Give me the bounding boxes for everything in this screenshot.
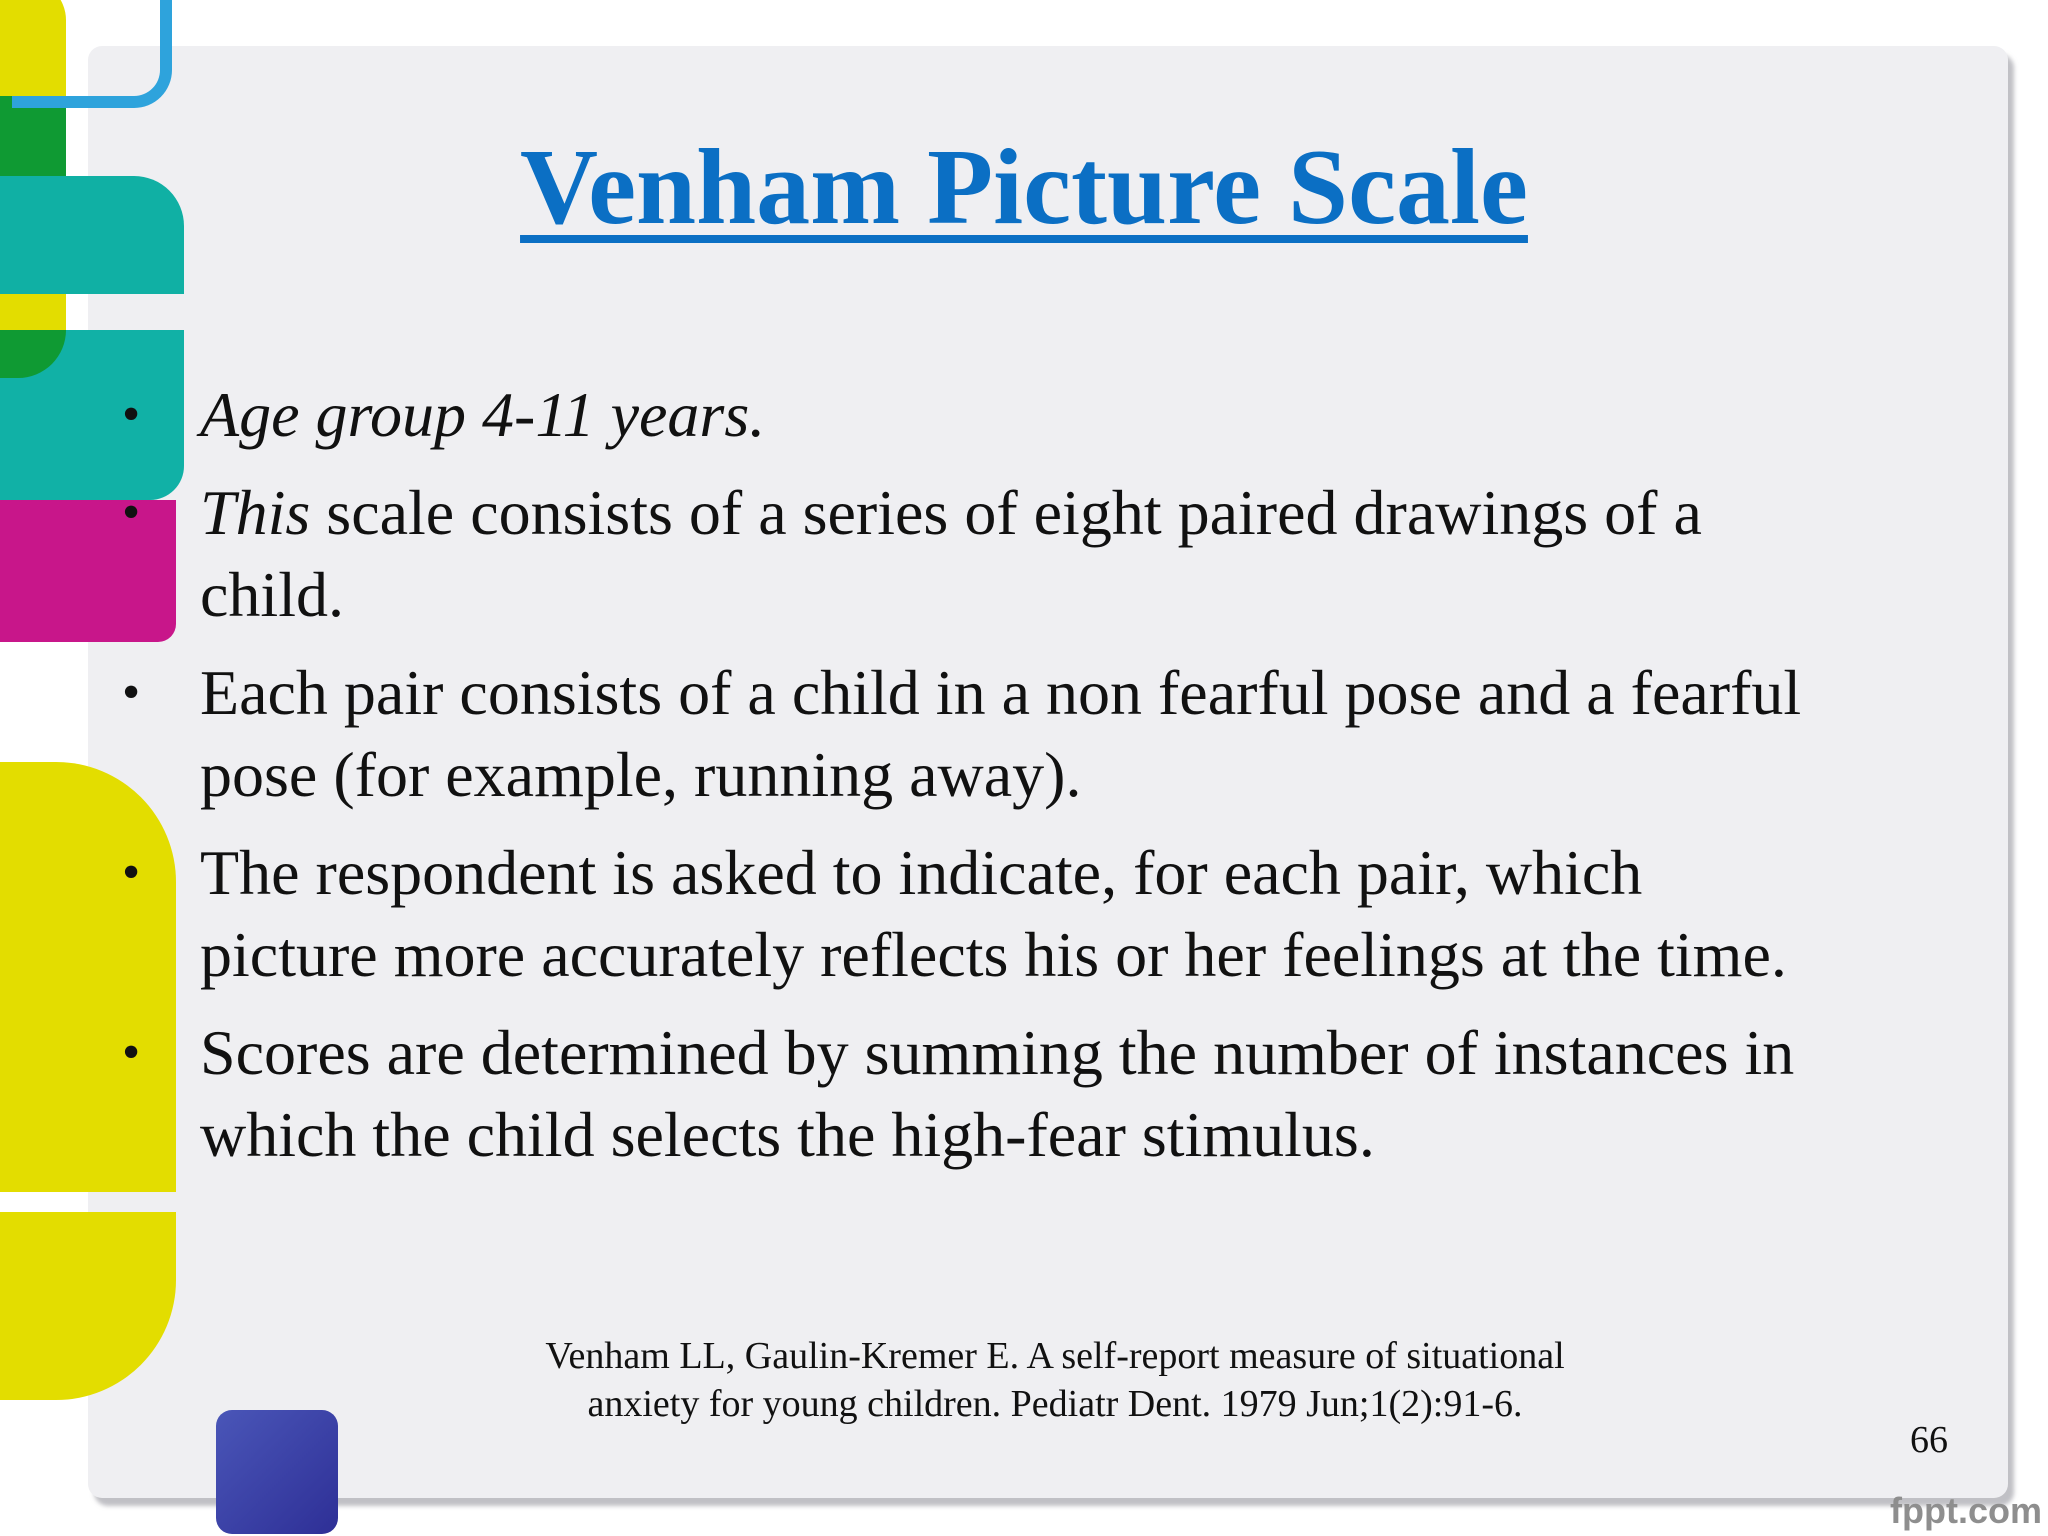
bullet-dot: • [122,1024,141,1081]
bullet-dot: • [122,664,141,721]
bullet-item-scores [122,1012,1960,1176]
bullet-dot: • [122,844,141,901]
citation-reference [430,1332,1680,1428]
bullet-text: The respondent is asked to indicate, for each pair, which [200,837,1643,908]
bullet-text-continued: which the child selects the high-fear stimulus. [200,1099,1375,1170]
citation-line-1: Venham LL, Gaulin-Kremer E. A self-report measure of situational [545,1335,1565,1377]
watermark-logo: fppt.com [1890,1490,2042,1531]
decor-blue-frame [12,0,172,108]
slide-number: 66 [1910,1419,1948,1461]
decor-indigo-square [216,1410,338,1534]
bullet-list [122,374,1960,1192]
bullet-text: scale consists of a series of eight paired drawings of a [310,477,1702,548]
bullet-item-age-group [122,374,1960,456]
bullet-text: Scores are determined by summing the number of instances in [200,1017,1795,1088]
bullet-text-continued: pose (for example, running away). [200,739,1082,810]
bullet-dot: • [122,484,141,541]
bullet-lead-text: This [200,477,311,548]
bullet-item-pair-pose [122,652,1960,816]
bullet-text: Each pair consists of a child in a non fearful pose and a fearful [200,657,1802,728]
citation-line-2: anxiety for young children. Pediatr Dent. 1979 Jun;1(2):91-6. [587,1383,1523,1425]
slide-title: Venham Picture Scale [520,128,1528,247]
bullet-item-scale-description [122,472,1960,636]
decor-magenta-tile [0,500,176,642]
decor-yellow-tile-middle [0,762,176,1192]
bullet-lead-text: Age group 4-11 years. [200,379,766,450]
bullet-text-continued: picture more accurately reflects his or her feelings at the time. [200,919,1787,990]
bullet-text-continued: child. [200,559,344,630]
bullet-item-respondent [122,832,1960,996]
bullet-dot: • [122,386,141,443]
